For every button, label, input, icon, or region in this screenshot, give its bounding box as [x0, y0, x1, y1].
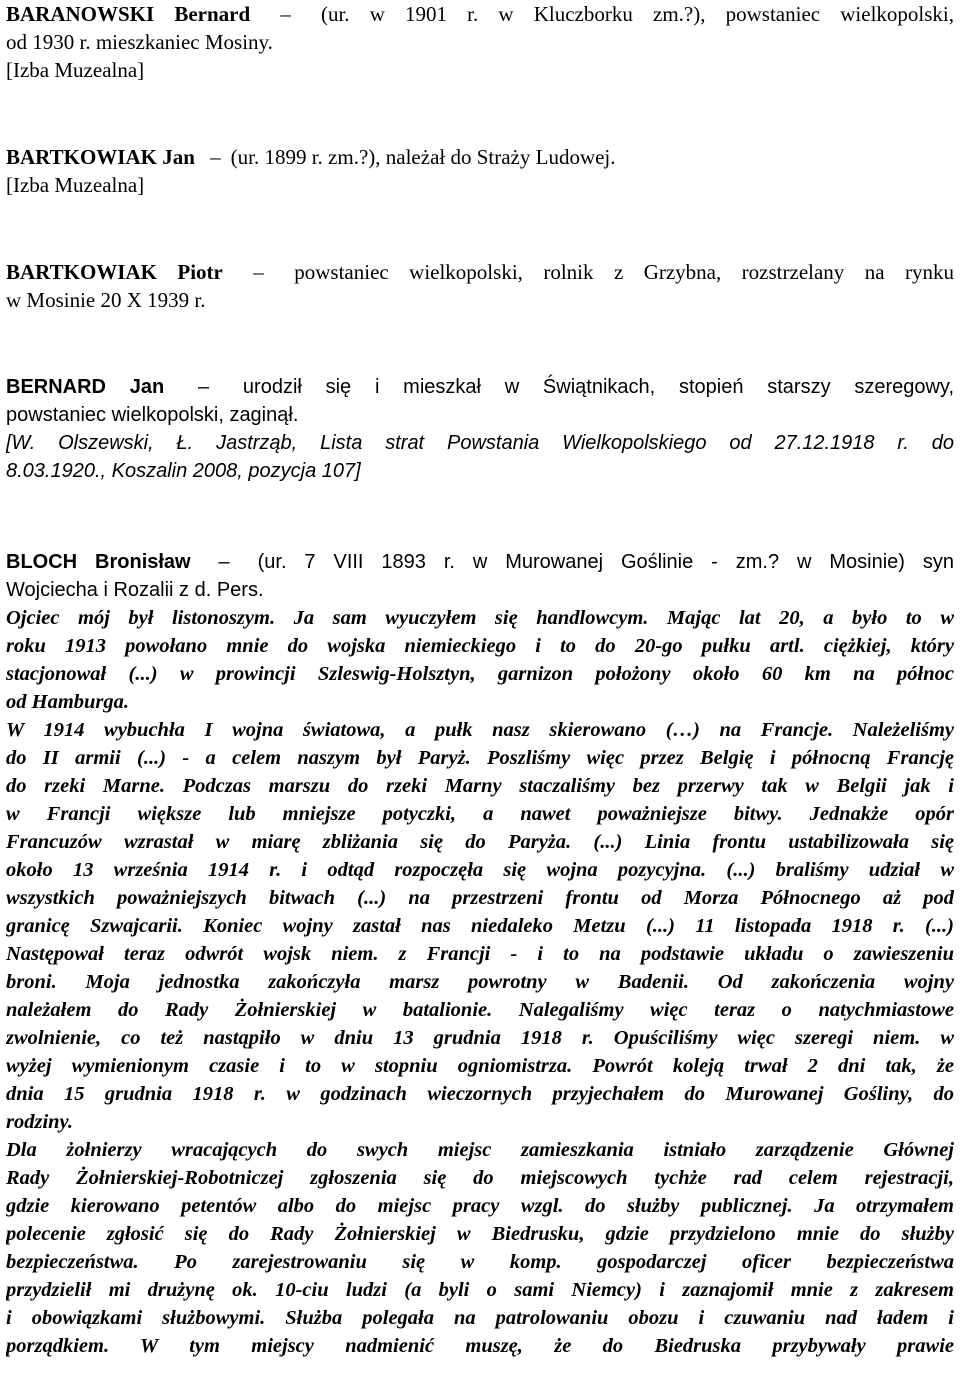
memoir-line: gdzie kierowano petentów albo do miejsc pracy wzgl. do służby publicznej. Ja otrzymałem: [6, 1195, 954, 1217]
memoir-line: wszystkich poważniejszych bitwach (...) na przestrzeni frontu od Morza Północnego aż pod: [6, 887, 954, 909]
entry-bartkowiak-jan: [6, 143, 954, 199]
entry-details: urodził się i mieszkał w Świątnikach, stopień starszy szeregowy,: [242, 376, 954, 398]
memoir-line: bezpieczeństwa. Po zarejestrowaniu się w komp. gospodarczej oficer bezpieczeństwa: [6, 1251, 954, 1273]
entry-details: (ur. 1899 r. zm.?), należał do Straży Ludowej.: [230, 145, 616, 169]
entry-heading-line: [6, 373, 954, 401]
dash: –: [198, 376, 210, 398]
memoir-line: wyżej wymienionym czasie i to w stopniu ogniomistrza. Powrót koleją trwał 2 dni tak, że: [6, 1055, 954, 1077]
entry-details: (ur. 7 VIII 1893 r. w Murowanej Goślinie - zm.? w Mosinie) syn: [257, 551, 954, 573]
dash: –: [280, 2, 291, 26]
memoir-line: Francuzów wzrastał w miarę zbliżania się do Paryża. (...) Linia frontu ustabilizowała się: [6, 831, 954, 853]
entry-details-line: powstaniec wielkopolski, zaginął.: [6, 404, 299, 426]
entry-name: BARTKOWIAK Jan: [6, 145, 195, 169]
memoir-text: [6, 604, 954, 1360]
memoir-line: rodziny.: [6, 1111, 74, 1133]
entry-bartkowiak-piotr: [6, 258, 954, 314]
memoir-line: roku 1913 powołano mnie do wojska niemieckiego i to do 20-go pułku artl. ciężkiej, który: [6, 635, 954, 657]
memoir-line: należałem do Rady Żołnierskiej w batalionie. Nalegaliśmy więc teraz o natychmiastowe: [6, 999, 954, 1021]
memoir-line: zwolnienie, co też nastąpiło w dniu 13 grudnia 1918 r. Opuściliśmy więc szeregi niem. w: [6, 1027, 954, 1049]
entry-heading-line: [6, 258, 954, 286]
memoir-line: do II armii (...) - a celem naszym był Paryż. Poszliśmy więc przez Belgię i północną Francję: [6, 747, 954, 769]
memoir-line: polecenie zgłosić się do Rady Żołnierskiej w Biedrusku, gdzie przydzielono mnie do służby: [6, 1223, 954, 1245]
entry-name: BARTKOWIAK Piotr: [6, 260, 223, 284]
memoir-line: przydzielił mi drużynę ok. 10-ciu ludzi (a byli o sami Niemcy) i zaznajomił mnie z zakresem: [6, 1279, 954, 1301]
dash: –: [210, 145, 221, 169]
entry-bernard: [6, 373, 954, 485]
memoir-line: do rzeki Marne. Podczas marszu do rzeki Marny staczaliśmy bez przerwy tak w Belgii jak i: [6, 775, 954, 797]
dash: –: [253, 260, 264, 284]
entry-name: BERNARD Jan: [6, 376, 165, 398]
memoir-line: Ojciec mój był listonoszym. Ja sam wyuczyłem się handlowcym. Mając lat 20, a było to w: [6, 607, 954, 629]
memoir-line: porządkiem. W tym miejscy nadmienić muszę, że do Biedruska przybywały prawie: [6, 1335, 954, 1357]
memoir-line: W 1914 wybuchła I wojna światowa, a pułk nasz skierowano (…) na Francje. Należeliśmy: [6, 719, 954, 741]
entry-bloch: [6, 548, 954, 1360]
memoir-line: od Hamburga.: [6, 691, 130, 713]
entry-source: [Izba Muzealna]: [6, 173, 145, 197]
dash: –: [218, 551, 230, 573]
entry-source: [Izba Muzealna]: [6, 58, 145, 82]
entry-details: (ur. w 1901 r. w Kluczborku zm.?), powstaniec wielkopolski,: [320, 2, 954, 26]
entry-details: powstaniec wielkopolski, rolnik z Grzybna, rozstrzelany na rynku: [294, 260, 954, 284]
memoir-line: granicę Szwajcarii. Koniec wojny zastał nas niedaleko Metzu (...) 11 listopada 1918 r. (...): [6, 915, 954, 937]
memoir-line: i obowiązkami służbowymi. Służba polegała na patrolowaniu obozu i czuwaniu nad ładem i: [6, 1307, 954, 1329]
entry-heading-line: [6, 548, 954, 576]
memoir-line: stacjonował (...) w prowincji Szleswig-Holsztyn, garnizon położony około 60 km na północ: [6, 663, 954, 685]
entry-heading-line: [6, 143, 954, 171]
entry-details-line: w Mosinie 20 X 1939 r.: [6, 288, 206, 312]
memoir-line: Rady Żołnierskiej-Robotniczej zgłoszenia się do miejscowych tychże rad celem rejestracji,: [6, 1167, 954, 1189]
entry-source: 8.03.1920., Koszalin 2008, pozycja 107]: [6, 460, 361, 482]
entry-heading-line: [6, 0, 954, 28]
memoir-line: Następował teraz odwrót wojsk niem. z Francji - i to na podstawie układu o zawieszeniu: [6, 943, 954, 965]
entry-baranowski: [6, 0, 954, 84]
entry-name: BLOCH Bronisław: [6, 551, 191, 573]
memoir-line: Dla żołnierzy wracających do swych miejsc zamieszkania istniało zarządzenie Głównej: [6, 1139, 954, 1161]
entry-details-line: Wojciecha i Rozalii z d. Pers.: [6, 579, 264, 601]
entry-name: BARANOWSKI Bernard: [6, 2, 251, 26]
memoir-line: w Francji większe lub mniejsze potyczki, a nawet poważniejsze bitwy. Jednakże opór: [6, 803, 954, 825]
entry-details-line: od 1930 r. mieszkaniec Mosiny.: [6, 30, 273, 54]
memoir-line: około 13 września 1914 r. i odtąd rozpoczęła się wojna pozycyjna. (...) braliśmy udział w: [6, 859, 954, 881]
memoir-line: broni. Moja jednostka zakończyła marsz powrotny w Badenii. Od zakończenia wojny: [6, 971, 954, 993]
memoir-line: dnia 15 grudnia 1918 r. w godzinach wieczornych przyjechałem do Murowanej Gośliny, do: [6, 1083, 954, 1105]
entry-source: [W. Olszewski, Ł. Jastrząb, Lista strat Powstania Wielkopolskiego od 27.12.1918 r. do: [6, 432, 954, 454]
